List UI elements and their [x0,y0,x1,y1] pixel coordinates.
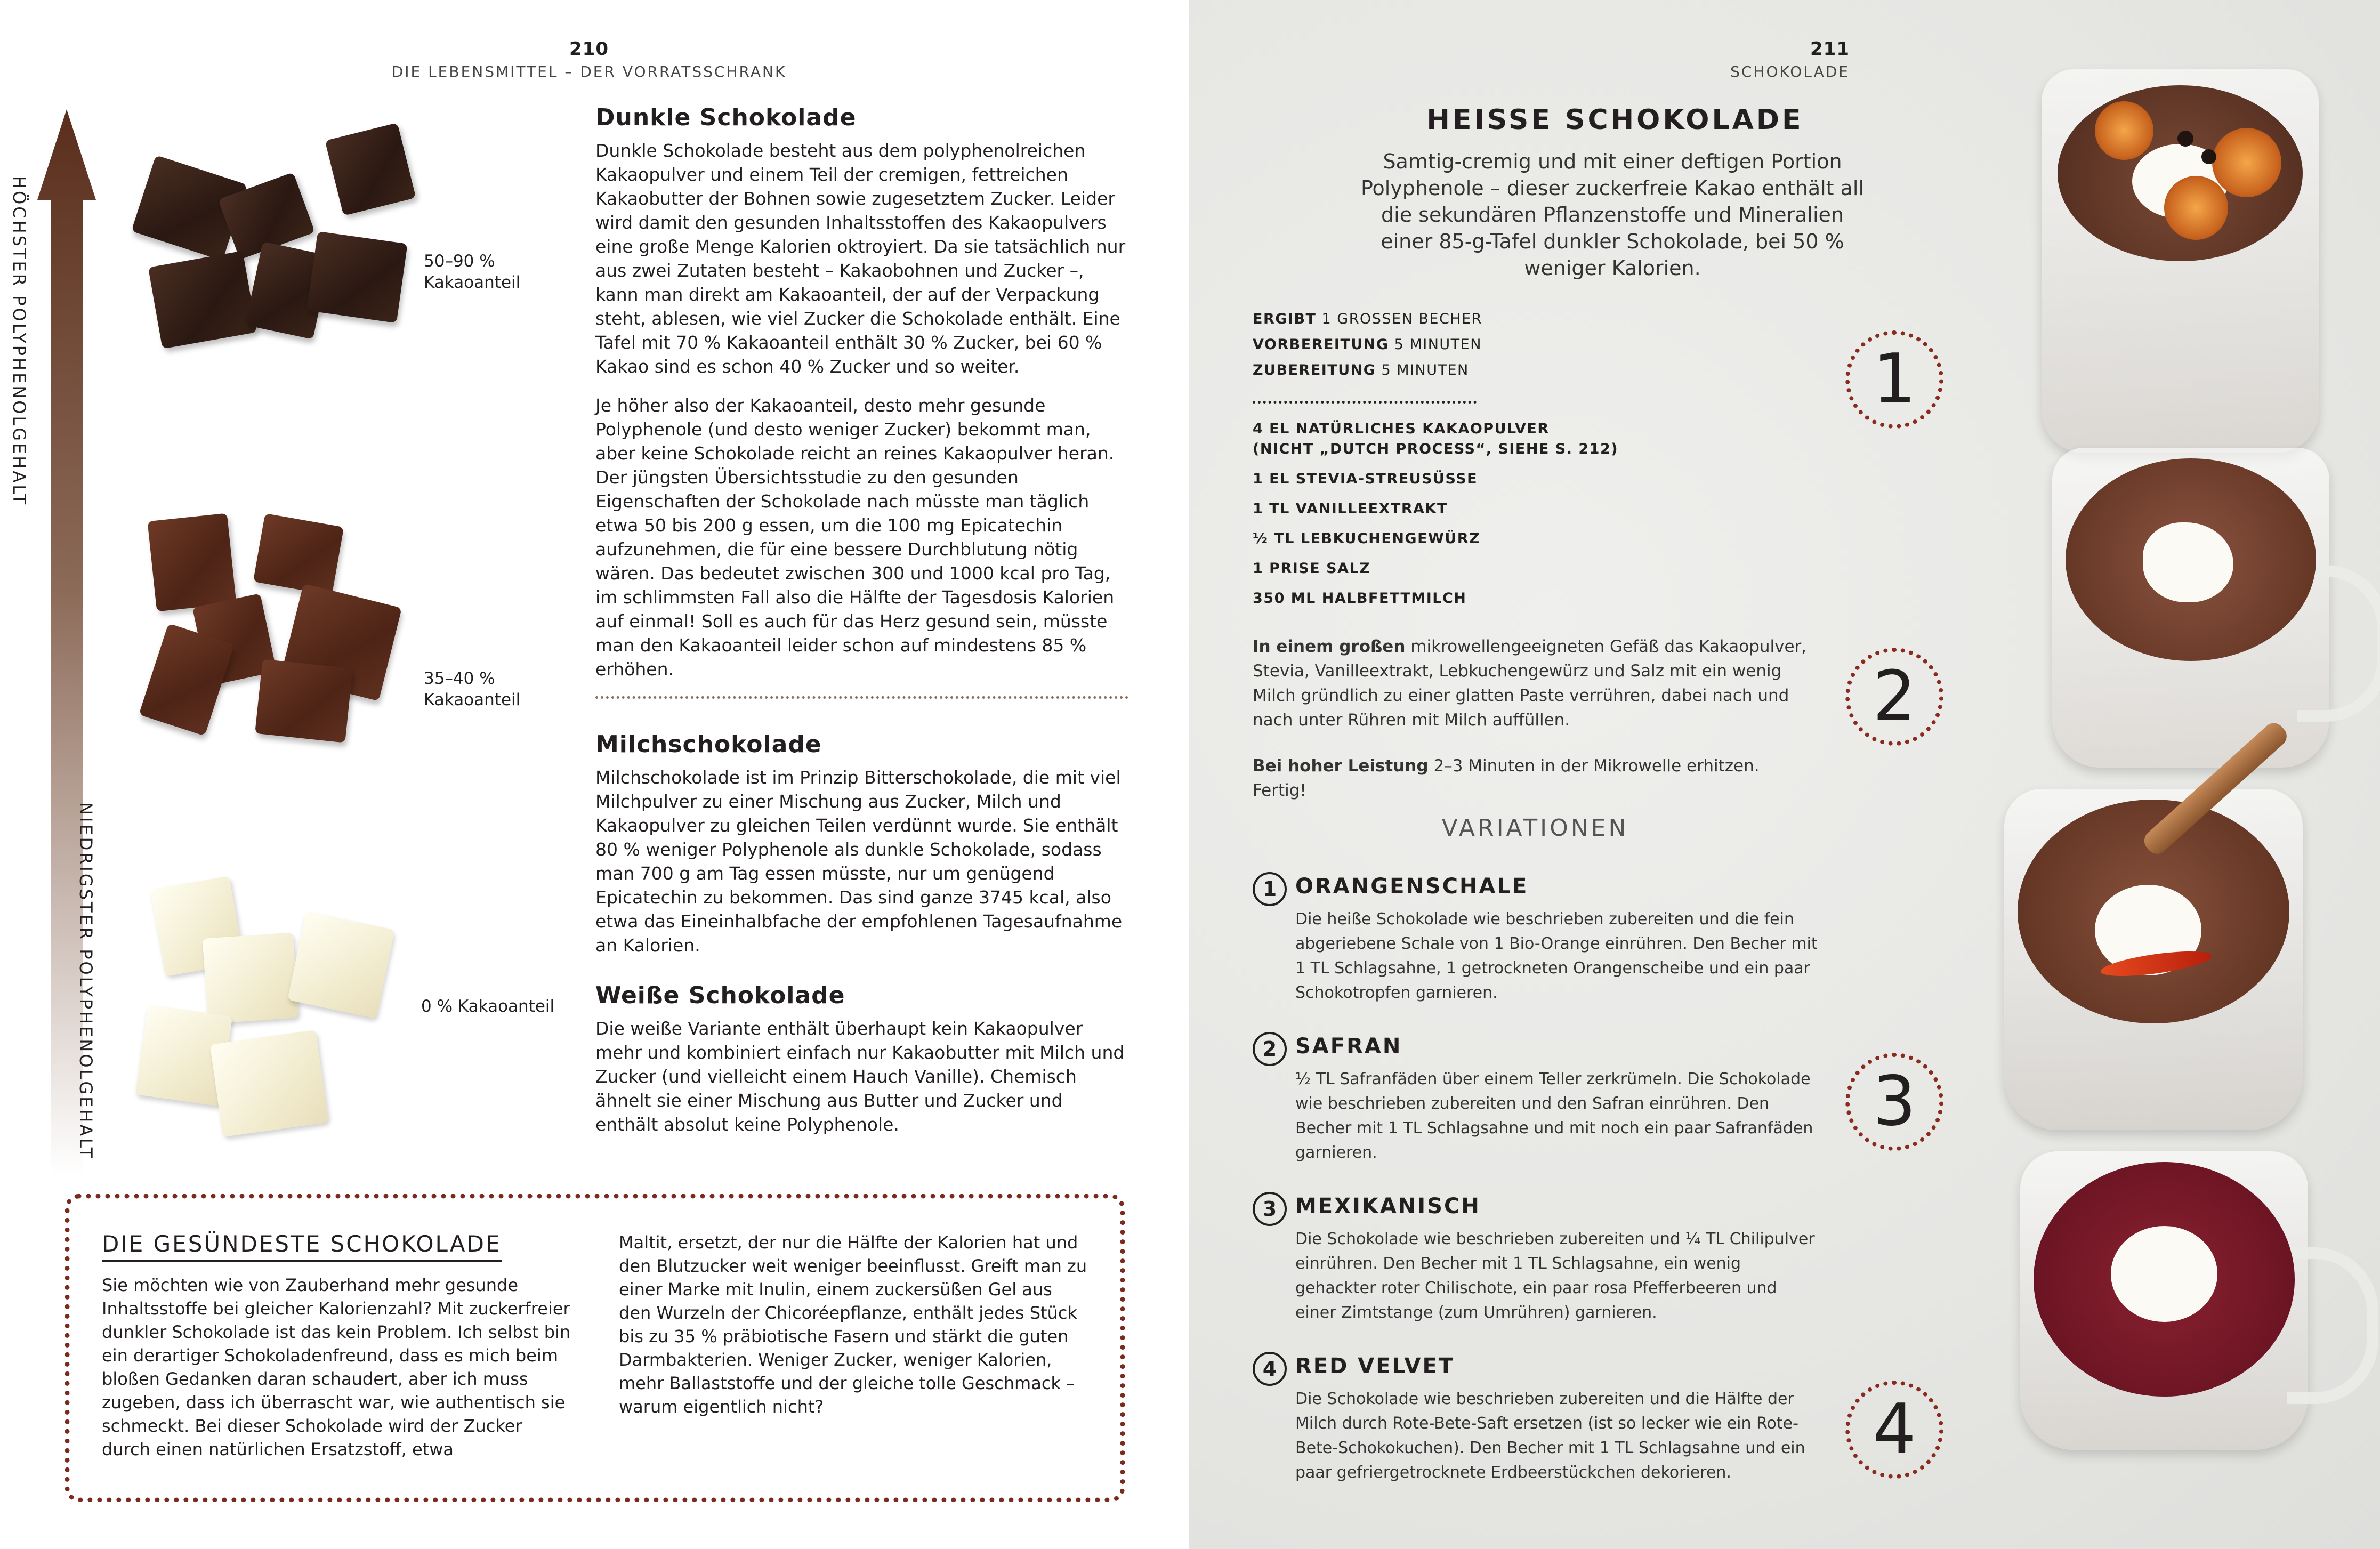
ingredient-note: (NICHT „DUTCH PROCESS“, SIEHE S. 212) [1253,441,1619,457]
cocoa-label-milk-line2: Kakaoanteil [424,690,521,709]
white-chocolate-image [136,877,413,1154]
whipped-cream-4 [2111,1226,2217,1322]
divider [595,696,1128,699]
milk-chocolate-image [136,504,413,760]
running-head-right: SCHOKOLADE [1730,63,1850,80]
variation-title: SAFRAN [1295,1034,1402,1059]
variation-title: ORANGENSCHALE [1295,874,1529,899]
variation-number: 3 [1253,1192,1287,1226]
right-page [1189,0,2380,1549]
heading-milk-chocolate: Milchschokolade [595,731,822,758]
recipe-title: HEISSE SCHOKOLADE [1426,104,1804,136]
instruction-2-lead: Bei hoher Leistung [1253,756,1429,776]
dark-chocolate-image [131,120,418,381]
meta-cook-value: 5 MINUTEN [1381,362,1469,378]
dark-chocolate-p2: Je höher also der Kakaoanteil, desto mehr gesunde Polyphenole (und desto weniger Zucker) bekommt man, aber keine Schokolade reicht an reines Kakaopulver heran. Der jüngsten Übersichtsstudie zu den gesunden Eigenschaften der Schokolade nach müsste man täglich etwa 50 bis 200 g essen, um die 100 mg Epicatechin aufzunehmen, die für eine bessere Durchblutung nötig wären. Das bedeutet zwischen 300 und 1000 kcal pro Tag, im schlimmsten Fall also die Hälfte der Tagesdosis Kalorien auf einmal! Soll es auch für das Herz gesund sein, müsste man den Kakaoanteil leider schon auf mindestens 85 % erhöhen. [595,395,1115,680]
variation-number: 1 [1253,872,1287,906]
meta-cook-label: ZUBEREITUNG [1253,362,1376,378]
dark-chocolate-body [595,139,1128,681]
photo-number-4: 4 [1845,1381,1943,1479]
white-chocolate-body [595,1016,1128,1136]
cocoa-label-dark-line1: 50–90 % [424,252,495,271]
white-chocolate-p1: Die weiße Variante enthält überhaupt kein Kakaopulver mehr und kombiniert einfach nur Kakaobutter mit Milch und Zucker (und vielleicht einem Hauch Vanille). Chemisch ähnelt sie einer Mischung aus Butter und Zucker und enthält absolut keine Polyphenole. [595,1018,1125,1135]
recipe-meta [1253,306,1626,383]
photo-number-2: 2 [1845,648,1943,746]
cocoa-label-milk-line1: 35–40 % [424,669,495,688]
photo-number-1: 1 [1845,330,1943,429]
variation-text: ½ TL Safranfäden über einem Teller zerkrümeln. Die Schokolade wie beschrieben zubereiten und den Safran einrühren. Den Becher mit 1 TL Schlagsahne und mit noch ein paar Safranfäden garnieren. [1295,1070,1813,1162]
milk-chocolate-body [595,765,1128,957]
instruction-step-1 [1253,634,1812,732]
variation-number: 2 [1253,1032,1287,1066]
orange-slice [2212,128,2281,197]
ingredient: 1 EL STEVIA-STREUSÜSSE [1253,471,1478,487]
heading-dark-chocolate: Dunkle Schokolade [595,104,857,131]
variation-title: MEXIKANISCH [1295,1194,1481,1219]
instruction-step-2 [1253,754,1812,803]
cocoa-label-dark-line2: Kakaoanteil [424,273,521,292]
variations-list [1253,869,1818,1519]
meta-prep [1253,332,1626,358]
variation-number: 4 [1253,1352,1287,1386]
milk-chocolate-p1: Milchschokolade ist im Prinzip Bitterschokolade, die mit viel Milchpulver zu einer Mischung aus Zucker, Milch und Kakaopulver zu gleichen Teilen verdünnt wurde. Sie enthält 80 % weniger Polyphenole als dunkle Schokolade, sodass man 700 g am Tag essen müsste, nur um genügend Epicatechin zu bekommen. Das sind ganze 3745 kcal, also etwa das Eineinhalbfache der empfohlenen Tagesaufnahme an Kalorien. [595,767,1123,956]
meta-yield-value: 1 GROSSEN BECHER [1321,311,1482,327]
variation-text: Die Schokolade wie beschrieben zubereiten und die Hälfte der Milch durch Rote-Bete-Saft ersetzen (ist so lecker wie ein Rote-Bete-Schokokuchen). Den Becher mit 1 TL Schlagsahne und ein paar gefriergetrocknete Erdbeerstückchen dekorieren. [1295,1390,1805,1482]
heading-white-chocolate: Weiße Schokolade [595,982,845,1009]
arrow-top-label: HÖCHSTER POLYPHENOLGEHALT [9,176,29,507]
meta-yield [1253,306,1626,332]
drinks-photo [1882,53,2380,1549]
cocoa-label-milk [424,668,552,711]
left-page [0,0,1189,1549]
running-head-left: DIE LEBENSMITTEL – DER VORRATSSCHRANK [391,63,787,80]
variation-text: Die Schokolade wie beschrieben zubereiten und ¼ TL Chilipulver einrühren. Den Becher mit 1 TL Schlagsahne, ein wenig gehackter roter Chilischote, ein paar rosa Pfefferbeeren und einer Zimtstange (zum Umrühren) garnieren. [1295,1230,1815,1322]
healthiest-chocolate-box [65,1194,1125,1502]
meta-prep-value: 5 MINUTEN [1394,336,1482,353]
box-col1: Sie möchten wie von Zauberhand mehr gesunde Inhaltsstoffe bei gleicher Kalorienzahl? Mit zuckerfreier dunkler Schokolade ist das kein Problem. Ich selbst bin ein derartiger Schokoladenfreund, dass es mich beim bloßen Gedanken daran schaudert, aber ich muss zugeben, dass ich überrascht war, wie authentisch sie schmeckt. Bei dieser Schokolade wird der Zucker durch einen natürlichen Ersatzstoff, etwa [102,1275,571,1459]
photo-number-3: 3 [1845,1053,1943,1151]
meta-yield-label: ERGIBT [1253,311,1317,327]
page-number-left: 210 [569,38,609,60]
arrow-bottom-label: NIEDRIGSTER POLYPHENOLGEHALT [76,802,96,1160]
ingredients-divider [1253,401,1477,404]
variation-title: RED VELVET [1295,1354,1455,1378]
page-number-right: 211 [1810,38,1850,60]
ingredient: 4 EL NATÜRLICHES KAKAOPULVER [1253,421,1550,437]
orange-slice [2095,101,2153,160]
ingredient: ½ TL LEBKUCHENGEWÜRZ [1253,530,1481,547]
cocoa-label-dark [424,251,552,293]
chocolate-drop [2177,131,2193,147]
instruction-1-lead: In einem großen [1253,637,1406,656]
arrow-top-label-wrap [0,176,59,581]
meta-cook [1253,358,1626,383]
text-column [595,104,1128,1151]
ingredient: 350 ML HALBFETTMILCH [1253,590,1467,607]
instruction-2-text: 2–3 Minuten in der Mikrowelle erhitzen. Fertig! [1253,756,1760,800]
recipe-intro: Samtig-cremig und mit einer deftigen Portion Polyphenole – dieser zuckerfreie Kakao enthält all die sekundären Pflanzenstoffe und Mineralien einer 85-g-Tafel dunkler Schokolade, bei 50 % weniger Kalorien. [1360,150,1865,280]
meta-prep-label: VORBEREITUNG [1253,336,1389,353]
box-col2: Maltit, ersetzt, der nur die Hälfte der Kalorien hat und den Blutzucker weit weniger beeinflusst. Greift man zu einer Marke mit Inulin, einem zuckersüßen Gel aus den Wurzeln der Chicoréepflanze, enthält jedes Stück bis zu 35 % präbiotische Fasern und stärkt die guten Darmbakterien. Weniger Zucker, weniger Kalorien, mehr Ballaststoffe und der gleiche tolle Geschmack – warum eigentlich nicht? [619,1232,1087,1417]
ingredients-list [1253,419,1679,609]
ingredient: 1 PRISE SALZ [1253,560,1371,577]
dark-chocolate-p1: Dunkle Schokolade besteht aus dem polyphenolreichen Kakaopulver und einem Teil der cremigen, fettreichen Kakaobutter der Bohnen sowie zugesetztem Zucker. Leider wird damit den gesunden Inhaltsstoffen des Kakaopulvers eine große Menge Kalorien oktroyiert. Da sie tatsächlich nur aus zwei Zutaten besteht – Kakaobohnen und Zucker –, kann man direkt am Kakaoanteil, der auf der Verpackung steht, ablesen, wie viel Zucker die Schokolade enthält. Eine Tafel mit 70 % Kakaoanteil enthält 30 % Zucker, bei 60 % Kakao sind es schon 40 % Zucker und so weiter. [595,140,1126,377]
ingredient: 1 TL VANILLEEXTRAKT [1253,501,1448,517]
variation-text: Die heiße Schokolade wie beschrieben zubereiten und die fein abgeriebene Schale von 1 Bio-Orange einrühren. Den Becher mit 1 TL Schlagsahne, 1 getrockneten Orangenscheibe und ein paar Schokotropfen garnieren. [1295,910,1818,1002]
box-title: DIE GESÜNDESTE SCHOKOLADE [102,1231,502,1262]
variations-heading: VARIATIONEN [1441,814,1629,842]
cocoa-label-white: 0 % Kakaoanteil [421,997,555,1016]
arrow-bottom-label-wrap [0,802,96,1160]
chocolate-drop [2201,149,2216,164]
orange-slice [2164,176,2228,240]
glass-handle [2287,1247,2378,1404]
instructions [1253,634,1812,803]
instruction-1-text: mikrowellengeeigneten Gefäß das Kakaopulver, Stevia, Vanilleextrakt, Lebkuchengewürz und Salz mit ein wenig Milch gründlich zu einer glatten Paste verrühren, dabei nach und nach unter Rühren mit Milch auffüllen. [1253,637,1807,730]
